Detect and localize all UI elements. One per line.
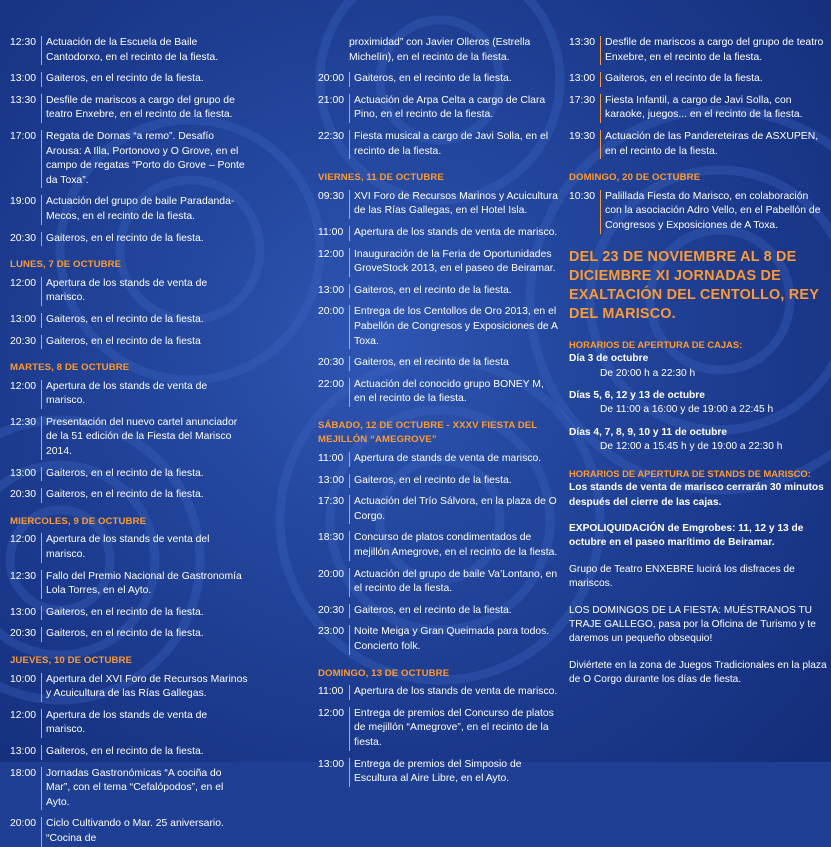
event-time: 20:30 bbox=[318, 357, 345, 369]
event-time: 20:00 bbox=[318, 306, 345, 318]
event-time: 19:00 bbox=[10, 196, 37, 208]
event-text: Gaiteros, en el recinto de la fiesta. bbox=[41, 313, 248, 328]
event-row bbox=[318, 378, 558, 407]
event-row bbox=[10, 488, 248, 503]
event-text: Gaiteros, en el recinto de la fiesta bbox=[41, 335, 248, 350]
event-row bbox=[318, 474, 558, 489]
schedule-column-2 bbox=[318, 0, 558, 787]
event-row bbox=[10, 467, 248, 482]
schedule-day-label: Días 4, 7, 8, 9, 10 y 11 de octubre bbox=[569, 426, 727, 438]
event-row bbox=[318, 758, 558, 787]
event-text: Gaiteros, en el recinto de la fiesta. bbox=[600, 72, 827, 87]
event-text: Gaiteros, en el recinto de la fiesta. bbox=[41, 627, 248, 642]
info-note: EXPOLIQUIDACIÓN de Emgrobes: 11, 12 y 13 de octubre en el paseo marítimo de Beiramar. bbox=[569, 522, 804, 549]
event-time: 09:30 bbox=[318, 190, 345, 202]
event-text: Apertura de los stands de venta de marisco. bbox=[41, 380, 248, 409]
event-time: 20:30 bbox=[10, 628, 37, 640]
event-time: 13:00 bbox=[10, 467, 37, 479]
event-time: 10:30 bbox=[569, 190, 596, 202]
event-text: Apertura de los stands de venta de marisco. bbox=[349, 226, 558, 241]
event-text: Actuación de las Pandereteiras de ASXUPEN, en el recinto de la fiesta. bbox=[600, 130, 827, 159]
event-time: 13:00 bbox=[10, 73, 37, 85]
event-row bbox=[569, 94, 827, 123]
event-row bbox=[318, 305, 558, 349]
event-row bbox=[318, 604, 558, 619]
event-time: 12:00 bbox=[10, 534, 37, 546]
event-text: Fiesta musical a cargo de Javi Solla, en el recinto de la fiesta. bbox=[349, 130, 558, 159]
event-time: 13:00 bbox=[10, 313, 37, 325]
event-row bbox=[10, 94, 248, 123]
event-time: 12:30 bbox=[10, 570, 37, 582]
event-text: Apertura de stands de venta de marisco. bbox=[349, 452, 558, 467]
event-row bbox=[318, 707, 558, 751]
event-time: 17:00 bbox=[10, 130, 37, 142]
event-time: 20:00 bbox=[10, 818, 37, 830]
info-note: Los stands de venta de marisco cerrarán 30 minutos después del cierre de las cajas. bbox=[569, 482, 824, 508]
event-row bbox=[10, 232, 248, 247]
event-time: 17:30 bbox=[569, 94, 596, 106]
event-text: Gaiteros, en el recinto de la fiesta. bbox=[41, 488, 248, 503]
event-text: Concurso de platos condimentados de mejillón Amegrove, en el recinto de la fiesta. bbox=[349, 531, 558, 560]
event-time: 13:00 bbox=[318, 284, 345, 296]
info-note: Diviértete en la zona de Juegos Tradicionales en la plaza de O Corgo durante los días de fiesta. bbox=[569, 659, 827, 686]
event-text: Jornadas Gastronómicas “A cociña do Mar”, con el tema “Cefalópodos”, en el Ayto. bbox=[41, 767, 248, 811]
event-text: Gaiteros, en el recinto de la fiesta. bbox=[41, 72, 248, 87]
event-text: Regata de Dornas “a remo”. Desafío Arousa: A Illa, Portonovo y O Grove, en el campo de regatas “Porto do Grove – Ponte da Toxa”. bbox=[41, 130, 248, 188]
event-text: Apertura de los stands de venta del marisco. bbox=[41, 533, 248, 562]
info-note: LOS DOMINGOS DE LA FIESTA: MUÉSTRANOS TU TRAJE GALLEGO, pasa por la Oficina de Turismo y te daremos un pequeño obsequio! bbox=[569, 604, 816, 645]
event-row bbox=[318, 356, 558, 371]
event-row bbox=[318, 452, 558, 467]
event-text: Gaiteros, en el recinto de la fiesta. bbox=[41, 467, 248, 482]
event-text: Gaiteros, en el recinto de la fiesta. bbox=[41, 232, 248, 247]
event-row bbox=[10, 380, 248, 409]
event-text: proximidad” con Javier Olleros (Estrella Michelín), en el recinto de la fiesta. bbox=[349, 37, 531, 63]
event-time: 11:00 bbox=[318, 686, 344, 698]
event-text: Entrega de los Centollos de Oro 2013, en el Pabellón de Congresos y Exposiciones de A Toxa. bbox=[349, 305, 558, 349]
event-time: 13:00 bbox=[10, 745, 37, 757]
event-text: Actuación del Trío Sálvora, en la plaza de O Corgo. bbox=[349, 495, 558, 524]
event-text: Fallo del Premio Nacional de Gastronomía Lola Torres, en el Ayto. bbox=[41, 570, 248, 599]
event-text: Gaiteros, en el recinto de la fiesta bbox=[349, 356, 558, 371]
event-text: XVI Foro de Recursos Marinos y Acuicultura de las Rías Gallegas, en el Hotel Isla. bbox=[349, 190, 558, 219]
event-time: 19:30 bbox=[569, 130, 596, 142]
event-text: Actuación del grupo de baile Va’Lontano, en el recinto de la fiesta. bbox=[349, 568, 558, 597]
event-time: 18:00 bbox=[10, 767, 37, 779]
info-note: Grupo de Teatro ENXEBRE lucirá los disfraces de mariscos. bbox=[569, 563, 795, 590]
event-time: 12:00 bbox=[10, 380, 37, 392]
event-text: Entrega de premios del Concurso de platos de mejillón “Amegrove”, en el recinto de la fiesta. bbox=[349, 707, 558, 751]
event-time: 12:30 bbox=[10, 416, 37, 428]
event-time: 12:30 bbox=[10, 37, 37, 48]
event-time: 17:30 bbox=[318, 496, 345, 508]
event-time: 20:00 bbox=[318, 568, 345, 580]
event-row bbox=[318, 94, 558, 123]
event-text: Desfile de mariscos a cargo del grupo de teatro Enxebre, en el recinto de la fiesta. bbox=[41, 94, 248, 123]
event-row bbox=[318, 495, 558, 524]
event-row bbox=[10, 533, 248, 562]
event-time: 20:30 bbox=[10, 489, 37, 501]
event-time: 12:00 bbox=[318, 707, 345, 719]
event-time: 18:30 bbox=[318, 532, 345, 544]
schedule-day-label: Día 3 de octubre bbox=[569, 353, 649, 365]
event-time: 20:30 bbox=[318, 604, 345, 616]
event-row bbox=[318, 190, 558, 219]
event-text: Gaiteros, en el recinto de la fiesta. bbox=[349, 72, 558, 87]
event-row bbox=[10, 36, 248, 65]
event-row bbox=[10, 817, 248, 846]
event-text: Apertura de los stands de venta de marisco. bbox=[41, 709, 248, 738]
event-text: Gaiteros, en el recinto de la fiesta. bbox=[41, 745, 248, 760]
day-heading: MIERCOLES, 9 DE OCTUBRE bbox=[10, 515, 147, 527]
event-row bbox=[318, 625, 558, 654]
event-time: 12:00 bbox=[10, 277, 37, 289]
schedule-hours: De 20:00 h a 22:30 h bbox=[600, 367, 696, 379]
event-time: 11:00 bbox=[318, 453, 344, 465]
event-row bbox=[10, 745, 248, 760]
cash-hours-heading: HORARIOS DE APERTURA DE CAJAS: bbox=[569, 338, 743, 350]
event-row bbox=[569, 130, 827, 159]
event-text: Apertura de los stands de venta de marisco. bbox=[41, 277, 248, 306]
event-row bbox=[10, 195, 248, 224]
event-text: Gaiteros, en el recinto de la fiesta. bbox=[349, 284, 558, 299]
event-text: Fiesta Infantil, a cargo de Javi Solla, con karaoke, juegos... en el recinto de la fiesta. bbox=[600, 94, 827, 123]
event-row bbox=[318, 685, 558, 700]
event-row bbox=[10, 606, 248, 621]
event-text: Apertura de los stands de venta de marisco. bbox=[349, 685, 558, 700]
event-row bbox=[10, 673, 248, 702]
schedule-hours: De 12:00 a 15:45 h y de 19:00 a 22:30 h bbox=[600, 441, 783, 453]
event-row bbox=[10, 313, 248, 328]
event-text: Actuación de Arpa Celta a cargo de Clara Pino, en el recinto de la fiesta. bbox=[349, 94, 558, 123]
event-text: Apertura del XVI Foro de Recursos Marinos y Acuicultura de las Rías Gallegas. bbox=[41, 673, 248, 702]
schedule-column-1 bbox=[10, 0, 248, 847]
event-row bbox=[10, 130, 248, 188]
event-text: Entrega de premios del Simposio de Escultura al Aire Libre, en el Ayto. bbox=[349, 758, 558, 787]
event-time: 13:30 bbox=[10, 94, 37, 106]
event-row bbox=[10, 277, 248, 306]
event-text: Actuación del grupo de baile Paradanda-Mecos, en el recinto de la fiesta. bbox=[41, 195, 248, 224]
event-row bbox=[10, 72, 248, 87]
event-time: 20:00 bbox=[318, 73, 345, 85]
day-heading: DOMINGO, 20 DE OCTUBRE bbox=[569, 172, 701, 184]
event-row bbox=[318, 531, 558, 560]
event-text: Ciclo Cultivando o Mar. 25 aniversario. “Cocina de bbox=[41, 817, 248, 846]
event-text: Noite Meiga y Gran Queimada para todos. Concierto folk. bbox=[349, 625, 558, 654]
event-time: 13:00 bbox=[10, 606, 37, 618]
event-row bbox=[318, 72, 558, 87]
schedule-day-label: Días 5, 6, 12 y 13 de octubre bbox=[569, 389, 705, 401]
day-heading: SÁBADO, 12 DE OCTUBRE - XXXV FIESTA DEL MEJILLÓN “AMEGROVE” bbox=[318, 419, 538, 446]
event-text: Presentación del nuevo cartel anunciador de la 51 edición de la Fiesta del Marisco 2014. bbox=[41, 416, 248, 460]
event-row bbox=[318, 248, 558, 277]
event-text: Palillada Fiesta do Marisco, en colaboración con la asociación Adro Vello, en el Pabellón de Congresos y Exposiciones de A Toxa. bbox=[600, 190, 827, 234]
event-time: 13:00 bbox=[569, 73, 596, 85]
event-text: Desfile de mariscos a cargo del grupo de teatro Enxebre, en el recinto de la fiesta. bbox=[600, 36, 827, 65]
event-row bbox=[318, 568, 558, 597]
day-heading: JUEVES, 10 DE OCTUBRE bbox=[10, 655, 133, 666]
event-row bbox=[10, 767, 248, 811]
stand-hours-heading: HORARIOS DE APERTURA DE STANDS DE MARISCO: bbox=[569, 467, 811, 479]
event-row bbox=[318, 36, 558, 65]
event-time: 20:30 bbox=[10, 232, 37, 244]
event-row bbox=[10, 570, 248, 599]
event-text: Gaiteros, en el recinto de la fiesta. bbox=[41, 606, 248, 621]
event-time: 13:00 bbox=[318, 758, 345, 770]
day-heading: DOMINGO, 13 DE OCTUBRE bbox=[318, 667, 450, 679]
event-time: 22:30 bbox=[318, 130, 345, 142]
event-row bbox=[318, 226, 558, 241]
day-heading: LUNES, 7 DE OCTUBRE bbox=[10, 259, 122, 271]
event-text: Actuación del conocido grupo BONEY M, en el recinto de la fiesta. bbox=[349, 378, 558, 407]
event-text: Gaiteros, en el recinto de la fiesta. bbox=[349, 604, 558, 619]
event-time: 22:00 bbox=[318, 378, 345, 390]
event-time: 11:00 bbox=[318, 226, 344, 238]
event-time: 13:30 bbox=[569, 37, 596, 48]
event-row bbox=[10, 335, 248, 350]
event-text: Actuación de la Escuela de Baile Cantodorxo, en el recinto de la fiesta. bbox=[41, 36, 248, 65]
schedule-hours: De 11:00 a 16:00 y de 19:00 a 22:45 h bbox=[600, 404, 774, 416]
event-time: 13:00 bbox=[318, 474, 345, 486]
event-time: 12:00 bbox=[10, 709, 37, 721]
event-row bbox=[569, 36, 827, 65]
day-heading: MARTES, 8 DE OCTUBRE bbox=[10, 362, 130, 374]
event-row bbox=[318, 284, 558, 299]
event-text: Gaiteros, en el recinto de la fiesta. bbox=[349, 474, 558, 489]
event-row bbox=[10, 709, 248, 738]
jornadas-heading: DEL 23 DE NOVIEMBRE AL 8 DE DICIEMBRE XI JORNADAS DE EXALTACIÓN DEL CENTOLLO, REY DEL MARISCO. bbox=[569, 248, 819, 322]
schedule-column-3 bbox=[569, 0, 827, 688]
event-row bbox=[569, 190, 827, 234]
event-row bbox=[318, 130, 558, 159]
event-time: 12:00 bbox=[318, 248, 345, 260]
event-row bbox=[10, 416, 248, 460]
event-row bbox=[10, 627, 248, 642]
event-text: Inauguración de la Feria de Oportunidades GroveStock 2013, en el paseo de Beiramar. bbox=[349, 248, 558, 277]
event-row bbox=[569, 72, 827, 87]
event-time: 20:30 bbox=[10, 335, 37, 347]
event-time: 23:00 bbox=[318, 626, 345, 638]
day-heading: VIERNES, 11 DE OCTUBRE bbox=[318, 172, 444, 184]
event-time: 21:00 bbox=[318, 94, 345, 106]
event-time: 10:00 bbox=[10, 673, 37, 685]
